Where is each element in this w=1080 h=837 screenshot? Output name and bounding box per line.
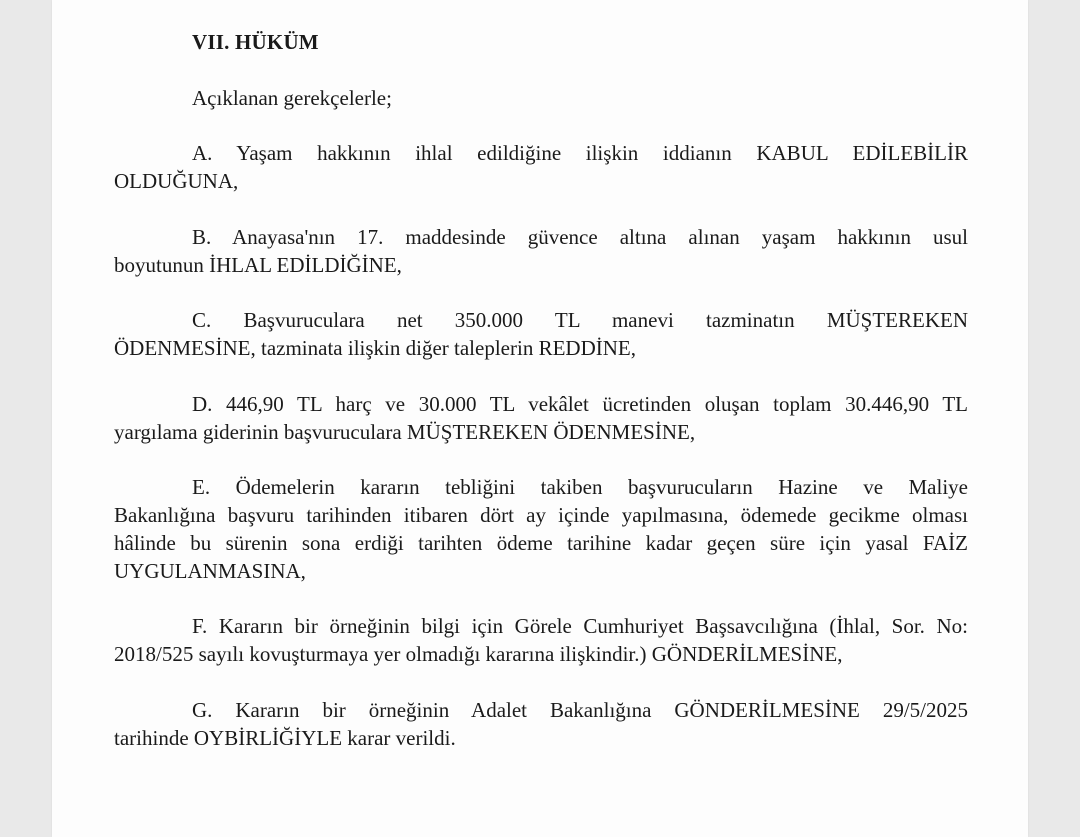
paragraph-line: F. Kararın bir örneğinin bilgi için Görele Cumhuriyet Başsavcılığına (İhlal, Sor. No:: [192, 614, 968, 638]
paragraph-line: yargılama giderinin başvuruculara MÜŞTEREKEN ÖDENMESİNE,: [114, 420, 696, 444]
paragraph-d: [114, 390, 968, 446]
paragraph-line: boyutunun İHLAL EDİLDİĞİNE,: [114, 253, 402, 277]
paragraph-line: B. Anayasa'nın 17. maddesinde güvence altına alınan yaşam hakkının usul: [192, 225, 968, 249]
paragraph-e: [114, 473, 968, 585]
section-heading: VII. HÜKÜM: [192, 30, 319, 54]
paragraph-line: E. Ödemelerin kararın tebliğini takiben başvurucuların Hazine ve Maliye: [192, 475, 968, 499]
paragraph-line: G. Kararın bir örneğinin Adalet Bakanlığına GÖNDERİLMESİNE 29/5/2025: [192, 698, 968, 722]
paragraph-line: D. 446,90 TL harç ve 30.000 TL vekâlet ücretinden oluşan toplam 30.446,90 TL: [192, 392, 968, 416]
paragraph-line: tarihinde OYBİRLİĞİYLE karar verildi.: [114, 726, 456, 750]
paragraph-line: ÖDENMESİNE, tazminata ilişkin diğer taleplerin REDDİNE,: [114, 336, 636, 360]
paragraph-f: [114, 612, 968, 668]
document-body: [52, 0, 1028, 837]
paragraph-line: C. Başvuruculara net 350.000 TL manevi tazminatın MÜŞTEREKEN: [192, 308, 968, 332]
paragraph-a: [114, 139, 968, 195]
intro-text: Açıklanan gerekçelerle;: [192, 86, 392, 110]
paragraph-line: OLDUĞUNA,: [114, 169, 239, 193]
paragraph-c: [114, 306, 968, 362]
paragraph-line: UYGULANMASINA,: [114, 559, 306, 583]
document-page: [52, 0, 1028, 837]
paragraph-line: hâlinde bu sürenin sona erdiği tarihten ödeme tarihine kadar geçen süre için yasal FAİZ: [114, 531, 968, 555]
paragraph-b: [114, 223, 968, 279]
paragraph-line: Bakanlığına başvuru tarihinden itibaren dört ay içinde yapılmasına, ödemede gecikme olması: [114, 503, 968, 527]
paragraph-line: 2018/525 sayılı kovuşturmaya yer olmadığı kararına ilişkindir.) GÖNDERİLMESİNE,: [114, 642, 843, 666]
paragraph-g: [114, 696, 968, 752]
paragraph-line: A. Yaşam hakkının ihlal edildiğine ilişkin iddianın KABUL EDİLEBİLİR: [192, 141, 968, 165]
